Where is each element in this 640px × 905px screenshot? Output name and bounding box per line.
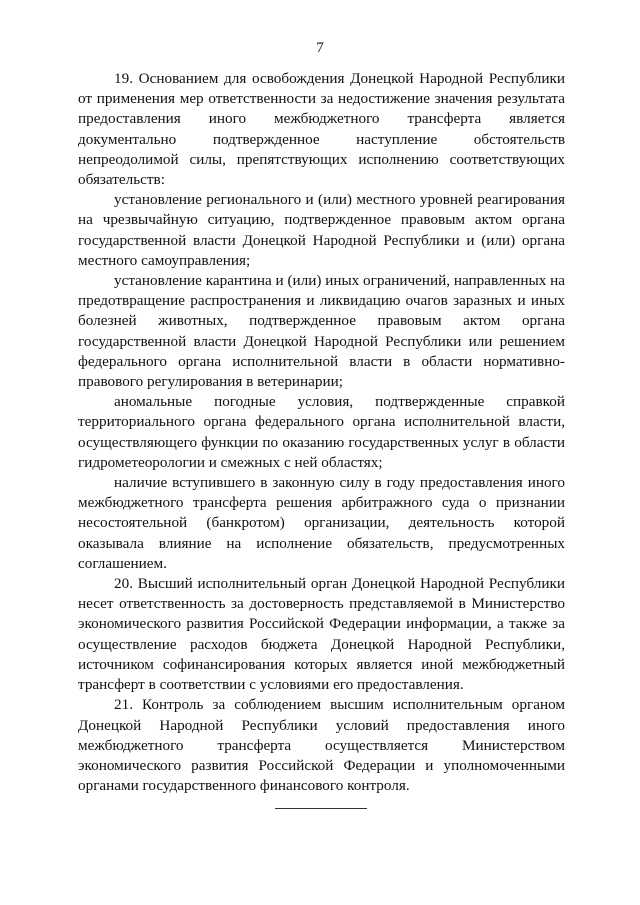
paragraph-quarantine: установление карантина и (или) иных ограничений, направленных на предотвращение распространения и ликвидацию очагов заразных и иных болезней животных, подтвержденное правовым актом органа государственной власти Донецкой Народной Республики или решением федерального органа исполнительной власти в области нормативно-правового регулирования в ветеринарии;	[78, 272, 565, 391]
paragraph-weather: аномальные погодные условия, подтвержденные справкой территориального органа федерального органа исполнительной власти, осуществляющего функции по оказанию государственных услуг в области гидрометеорологии и смежных с ней областях;	[78, 393, 565, 471]
end-separator-line	[275, 808, 367, 809]
paragraph-regional-emergency: установление регионального и (или) местного уровней реагирования на чрезвычайную ситуацию, подтвержденное правовым актом органа государственной власти Донецкой Народной Республики и (или) органа местного самоуправления;	[78, 191, 565, 269]
paragraph-20: 20. Высший исполнительный орган Донецкой Народной Республики несет ответственность за достоверность представляемой в Министерство экономического развития Российской Федерации информации, а также за осуществление расходов бюджета Донецкой Народной Республики, источником софинансирования которых является иной межбюджетный трансферт в соответствии с условиями его предоставления.	[78, 575, 565, 694]
paragraph-21: 21. Контроль за соблюдением высшим исполнительным органом Донецкой Народной Республики условий предоставления иного межбюджетного трансферта осуществляется Министерством экономического развития Российской Федерации и уполномоченными органами государственного финансового контроля.	[78, 696, 565, 795]
document-body	[78, 69, 565, 796]
page-number: 7	[316, 40, 324, 56]
paragraph-bankruptcy: наличие вступившего в законную силу в году предоставления иного межбюджетного трансферта решения арбитражного суда о признании несостоятельной (банкротом) организации, деятельность которой оказывала влияние на исполнение обязательств, предусмотренных соглашением.	[78, 474, 565, 572]
paragraph-19: 19. Основанием для освобождения Донецкой Народной Республики от применения мер ответственности за недостижение значения результата предоставления иного межбюджетного трансферта является документально подтвержденное наступление обстоятельств непреодолимой силы, препятствующих исполнению соответствующих обязательств:	[78, 70, 565, 189]
